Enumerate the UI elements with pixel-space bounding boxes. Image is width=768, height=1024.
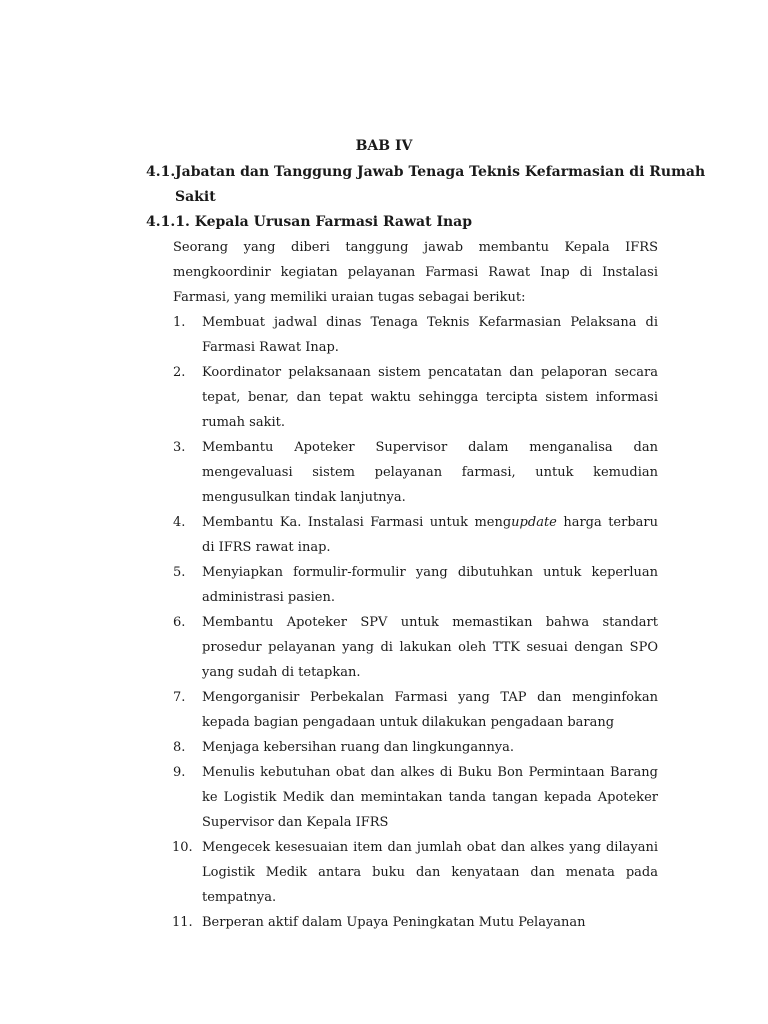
list-item-text-italic: update [511,515,557,530]
list-item-text: Mengorganisir Perbekalan Farmasi yang TAP dan menginfokan kepada bagian pengadaan untuk dilakukan pengadaan barang [202,690,658,730]
list-item-text: Membuat jadwal dinas Tenaga Teknis Kefarmasian Pelaksana di Farmasi Rawat Inap. [202,315,658,355]
list-item [173,560,658,610]
list-item-text: Membantu Apoteker Supervisor dalam menganalisa dan mengevaluasi sistem pelayanan farmasi, untuk kemudian mengusulkan tindak lanjutnya. [202,440,658,505]
list-item-number: 1. [173,315,186,330]
list-item [173,685,658,735]
list-item-text: Koordinator pelaksanaan sistem pencatatan dan pelaporan secara tepat, benar, dan tepat waktu sehingga tercipta sistem informasi rumah sakit. [202,365,658,430]
list-item-text: Membantu Apoteker SPV untuk memastikan bahwa standart prosedur pelayanan yang di lakukan oleh TTK sesuai dengan SPO yang sudah di tetapkan. [202,615,658,680]
list-item-text: Menjaga kebersihan ruang dan lingkungannya. [202,740,515,755]
list-item-text: Menyiapkan formulir-formulir yang dibutuhkan untuk keperluan administrasi pasien. [202,565,658,605]
list-item-number: 8. [173,740,186,755]
list-item-text: Mengecek kesesuaian item dan jumlah obat dan alkes yang dilayani Logistik Medik antara buku dan kenyataan dan menata pada tempatnya. [202,840,658,905]
list-item-text: Menulis kebutuhan obat dan alkes di Buku Bon Permintaan Barang ke Logistik Medik dan memintakan tanda tangan kepada Apoteker Supervisor dan Kepala IFRS [202,765,658,830]
list-item-number: 4. [173,515,186,530]
list-item [173,835,658,910]
duty-list [173,310,658,935]
list-item [173,910,658,935]
list-item-number: 2. [173,365,186,380]
list-item [173,510,658,560]
section-title-line2: Sakit [175,189,216,205]
list-item [173,760,658,835]
list-item [173,360,658,435]
section-title-line1: Jabatan dan Tanggung Jawab Tenaga Teknis Kefarmasian di Rumah [175,164,706,180]
list-item-text: Berperan aktif dalam Upaya Peningkatan Mutu Pelayanan [202,915,586,930]
list-item [173,735,658,760]
list-item-text-after: harga terbaru di IFRS rawat inap. [202,515,659,555]
chapter-title: BAB IV [355,138,413,154]
list-item-number: 9. [173,765,186,780]
subsection-heading: 4.1.1. Kepala Urusan Farmasi Rawat Inap [146,214,473,230]
list-item-number: 5. [173,565,186,580]
list-item [173,310,658,360]
list-item-number: 11. [172,915,193,930]
list-item-number: 10. [172,840,193,855]
section-heading [146,160,706,210]
section-number: 4.1. [146,164,176,180]
list-item-number: 6. [173,615,186,630]
list-item-number: 7. [173,690,186,705]
section-title [175,160,706,210]
list-item [173,435,658,510]
list-item [173,610,658,685]
intro-paragraph: Seorang yang diberi tanggung jawab membantu Kepala IFRS mengkoordinir kegiatan pelayanan Farmasi Rawat Inap di Instalasi Farmasi, yang memiliki uraian tugas sebagai berikut: [173,240,658,305]
list-item-number: 3. [173,440,186,455]
list-item-text-before: Membantu Ka. Instalasi Farmasi untuk meng [202,515,512,530]
